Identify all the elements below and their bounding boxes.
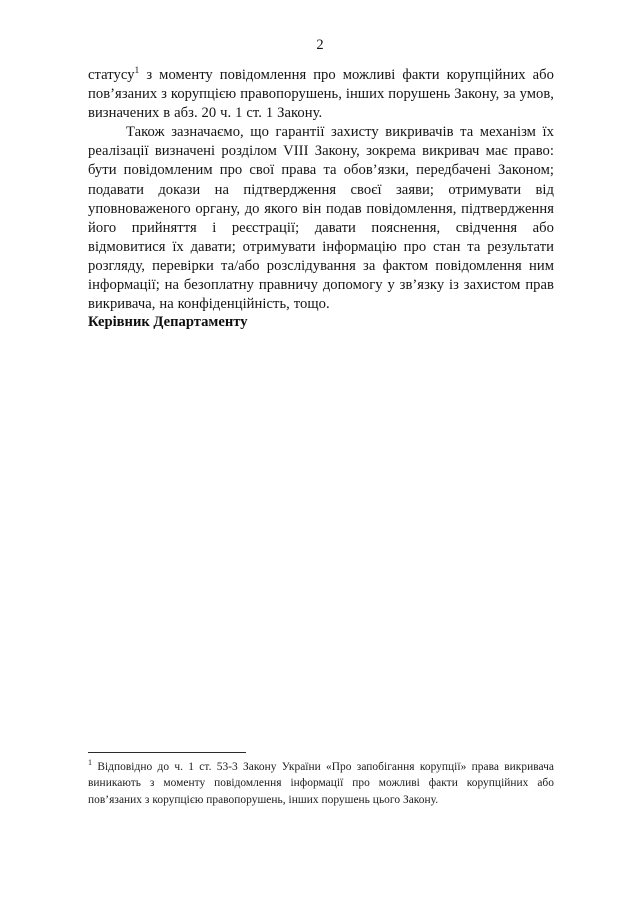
signature-title: Керівник Департаменту <box>88 314 248 330</box>
footnote-marker-icon: 1 <box>88 758 93 768</box>
page-number: 2 <box>316 37 324 53</box>
footnote-separator-rule <box>88 752 246 753</box>
paragraph-1 <box>88 66 554 123</box>
footnote-1-text: Відповідно до ч. 1 ст. 53-3 Закону України «Про запобігання корупції» права викривача виникають з моменту повідомлення інформації про можливі факти корупційних або пов’язаних з корупцією правопорушень, інших порушень цього Закону. <box>88 761 554 806</box>
footnote-reference-icon: 1 <box>134 66 140 77</box>
footnote-section <box>88 752 554 808</box>
paragraph-1-lead: статусу <box>88 67 135 83</box>
paragraph-1-text: з моменту повідомлення про можливі факти корупційних або пов’язаних з корупцією правопорушень, інших порушень Закону, за умов, визначених в абз. 20 ч. 1 ст. 1 Закону. <box>88 67 554 122</box>
document-body <box>88 66 554 314</box>
footnote-1 <box>88 759 554 808</box>
paragraph-2: Також зазначаємо, що гарантії захисту викривачів та механізм їх реалізації визначені розділом VIII Закону, зокрема викривач має право: бути повідомленим про свої права та обов’язки, передбачені Законом; подавати докази на підтвердження своєї заяви; отримувати від уповноваженого органу, до якого він подав повідомлення, підтвердження його прийняття і реєстрації; давати пояснення, свідчення або відмовитися їх давати; отримувати інформацію про стан та результати розгляду, перевірки та/або розслідування за фактом повідомлення ним інформації; на безоплатну правничу допомогу у зв’язку із захистом прав викривача, на конфіденційність, тощо. <box>88 124 554 313</box>
